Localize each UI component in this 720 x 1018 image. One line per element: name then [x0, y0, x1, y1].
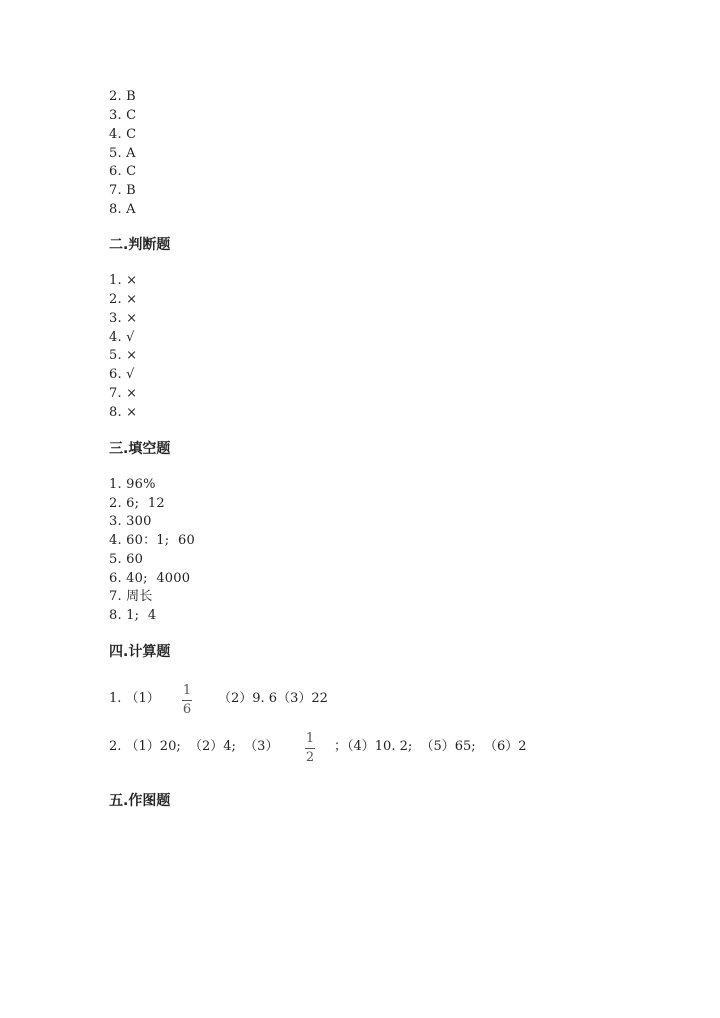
judgement-answer-2: 2. × [109, 292, 138, 307]
calc-q2-suffix: ；（4）10. 2; （5）65; （6）2 [334, 739, 527, 754]
fill-answer-3: 3. 300 [109, 514, 152, 529]
calc-q2-fraction [303, 732, 317, 765]
choice-answer-7: 7. B [109, 183, 136, 198]
judgement-answer-8: 8. × [109, 405, 138, 420]
section-heading-judgement: 二.判断题 [109, 237, 171, 253]
fraction-bar [182, 700, 192, 701]
calc-q1-prefix: 1. （1） [109, 691, 160, 706]
judgement-answer-1: 1. × [109, 273, 138, 288]
choice-answer-2: 2. B [109, 89, 136, 104]
fill-answer-2: 2. 6; 12 [109, 496, 165, 511]
section-heading-calculation: 四.计算题 [109, 644, 171, 660]
calc-q1-fraction-denominator: 6 [182, 702, 192, 717]
judgement-answer-6: 6. √ [109, 367, 135, 382]
fill-answer-5: 5. 60 [109, 552, 144, 567]
fill-answer-4: 4. 60：1; 60 [109, 533, 195, 548]
choice-answer-5: 5. A [109, 146, 136, 161]
calc-q2-fraction-denominator: 2 [305, 750, 315, 765]
fill-answer-6: 6. 40; 4000 [109, 571, 191, 586]
judgement-answer-5: 5. × [109, 348, 138, 363]
judgement-answer-4: 4. √ [109, 330, 135, 345]
calc-q2-prefix: 2. （1）20; （2）4; （3） [109, 739, 279, 754]
judgement-answer-3: 3. × [109, 311, 138, 326]
judgement-answer-7: 7. × [109, 386, 138, 401]
section-heading-drawing: 五.作图题 [109, 793, 171, 809]
calc-q1-fraction [180, 684, 194, 717]
choice-answer-8: 8. A [109, 202, 136, 217]
fraction-bar [305, 748, 315, 749]
calc-q1-fraction-numerator: 1 [182, 683, 192, 698]
choice-answer-3: 3. C [109, 108, 137, 123]
calc-q1-suffix: （2）9. 6（3）22 [218, 691, 328, 706]
choice-answer-4: 4. C [109, 127, 137, 142]
fill-answer-8: 8. 1; 4 [109, 608, 157, 623]
choice-answer-6: 6. C [109, 164, 137, 179]
section-heading-fill-blank: 三.填空题 [109, 441, 171, 457]
fill-answer-7: 7. 周长 [109, 589, 153, 604]
calc-q2-fraction-numerator: 1 [305, 731, 315, 746]
fill-answer-1: 1. 96% [109, 477, 156, 492]
